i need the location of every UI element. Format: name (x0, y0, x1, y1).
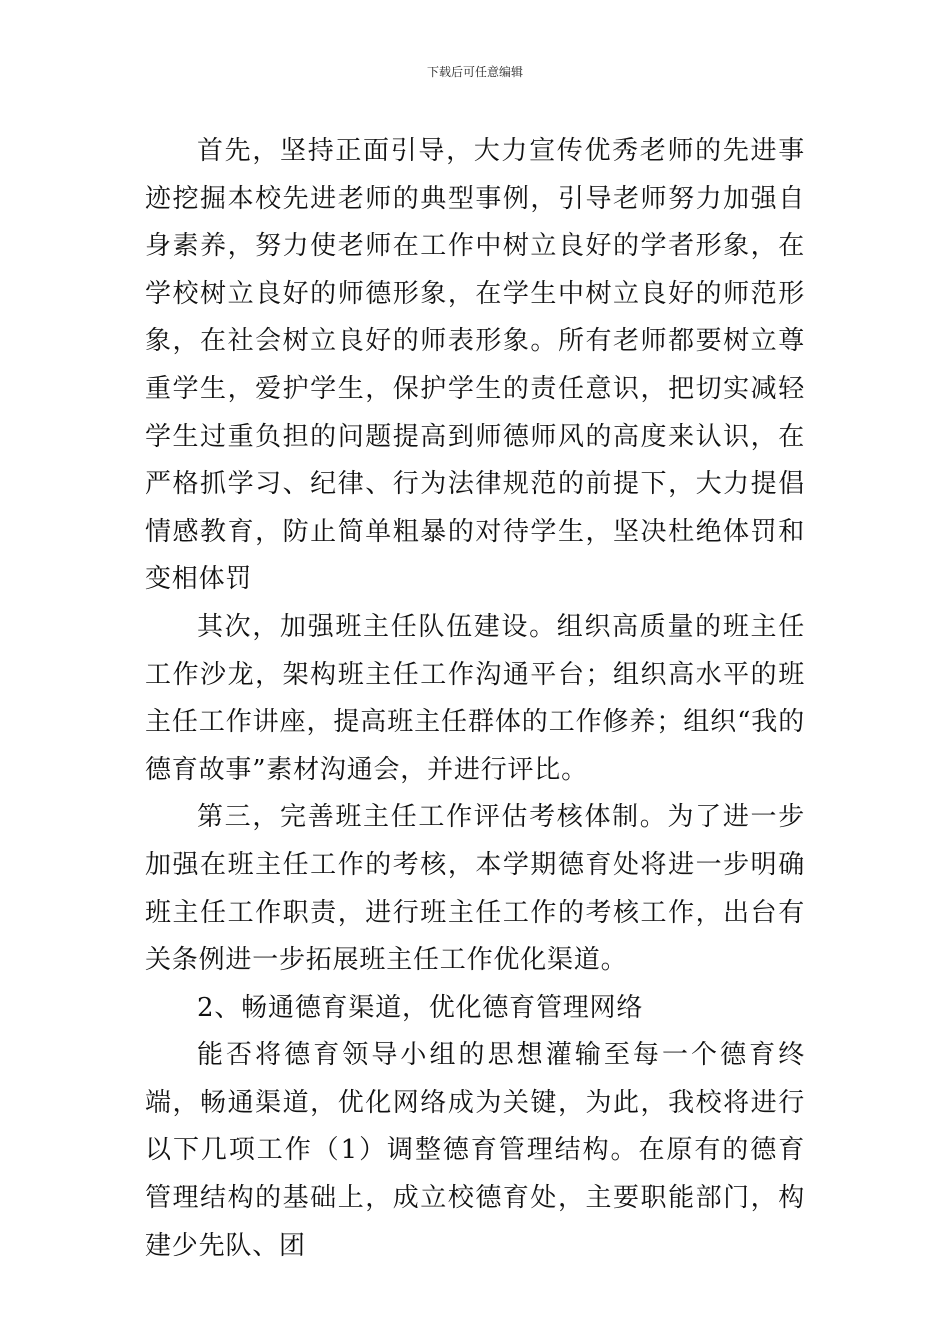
paragraph-2: 其次，加强班主任队伍建设。组织高质量的班主任工作沙龙，架构班主任工作沟通平台；组织高水平的班主任工作讲座，提高班主任群体的工作修养；组织“我的德育故事”素材沟通会，并进行评比。 (145, 611, 805, 785)
section-heading: 2、畅通德育渠道，优化德育管理网络 (197, 992, 644, 1023)
paragraph-3: 第三，完善班主任工作评估考核体制。为了进一步加强在班主任工作的考核，本学期德育处将进一步明确班主任工作职责，进行班主任工作的考核工作，出台有关条例进一步拓展班主任工作优化渠道。 (145, 802, 805, 976)
paragraph-4: 能否将德育领导小组的思想灌输至每一个德育终端，畅通渠道，优化网络成为关键，为此，我校将进行以下几项工作（1）调整德育管理结构。在原有的德育管理结构的基础上，成立校德育处，主要职能部门，构建少先队、团 (145, 1040, 805, 1261)
paragraph-1: 首先，坚持正面引导，大力宣传优秀老师的先进事迹挖掘本校先进老师的典型事例，引导老师努力加强自身素养，努力使老师在工作中树立良好的学者形象，在学校树立良好的师德形象，在学生中树立良好的师范形象，在社会树立良好的师表形象。所有老师都要树立尊重学生，爱护学生，保护学生的责任意识，把切实减轻学生过重负担的问题提高到师德师风的高度来认识，在严格抓学习、纪律、行为法律规范的前提下，大力提倡情感教育，防止简单粗暴的对待学生，坚决杜绝体罚和变相体罚 (145, 136, 805, 595)
page-header: 下载后可任意编辑 (426, 65, 523, 79)
document-body (145, 128, 805, 1270)
